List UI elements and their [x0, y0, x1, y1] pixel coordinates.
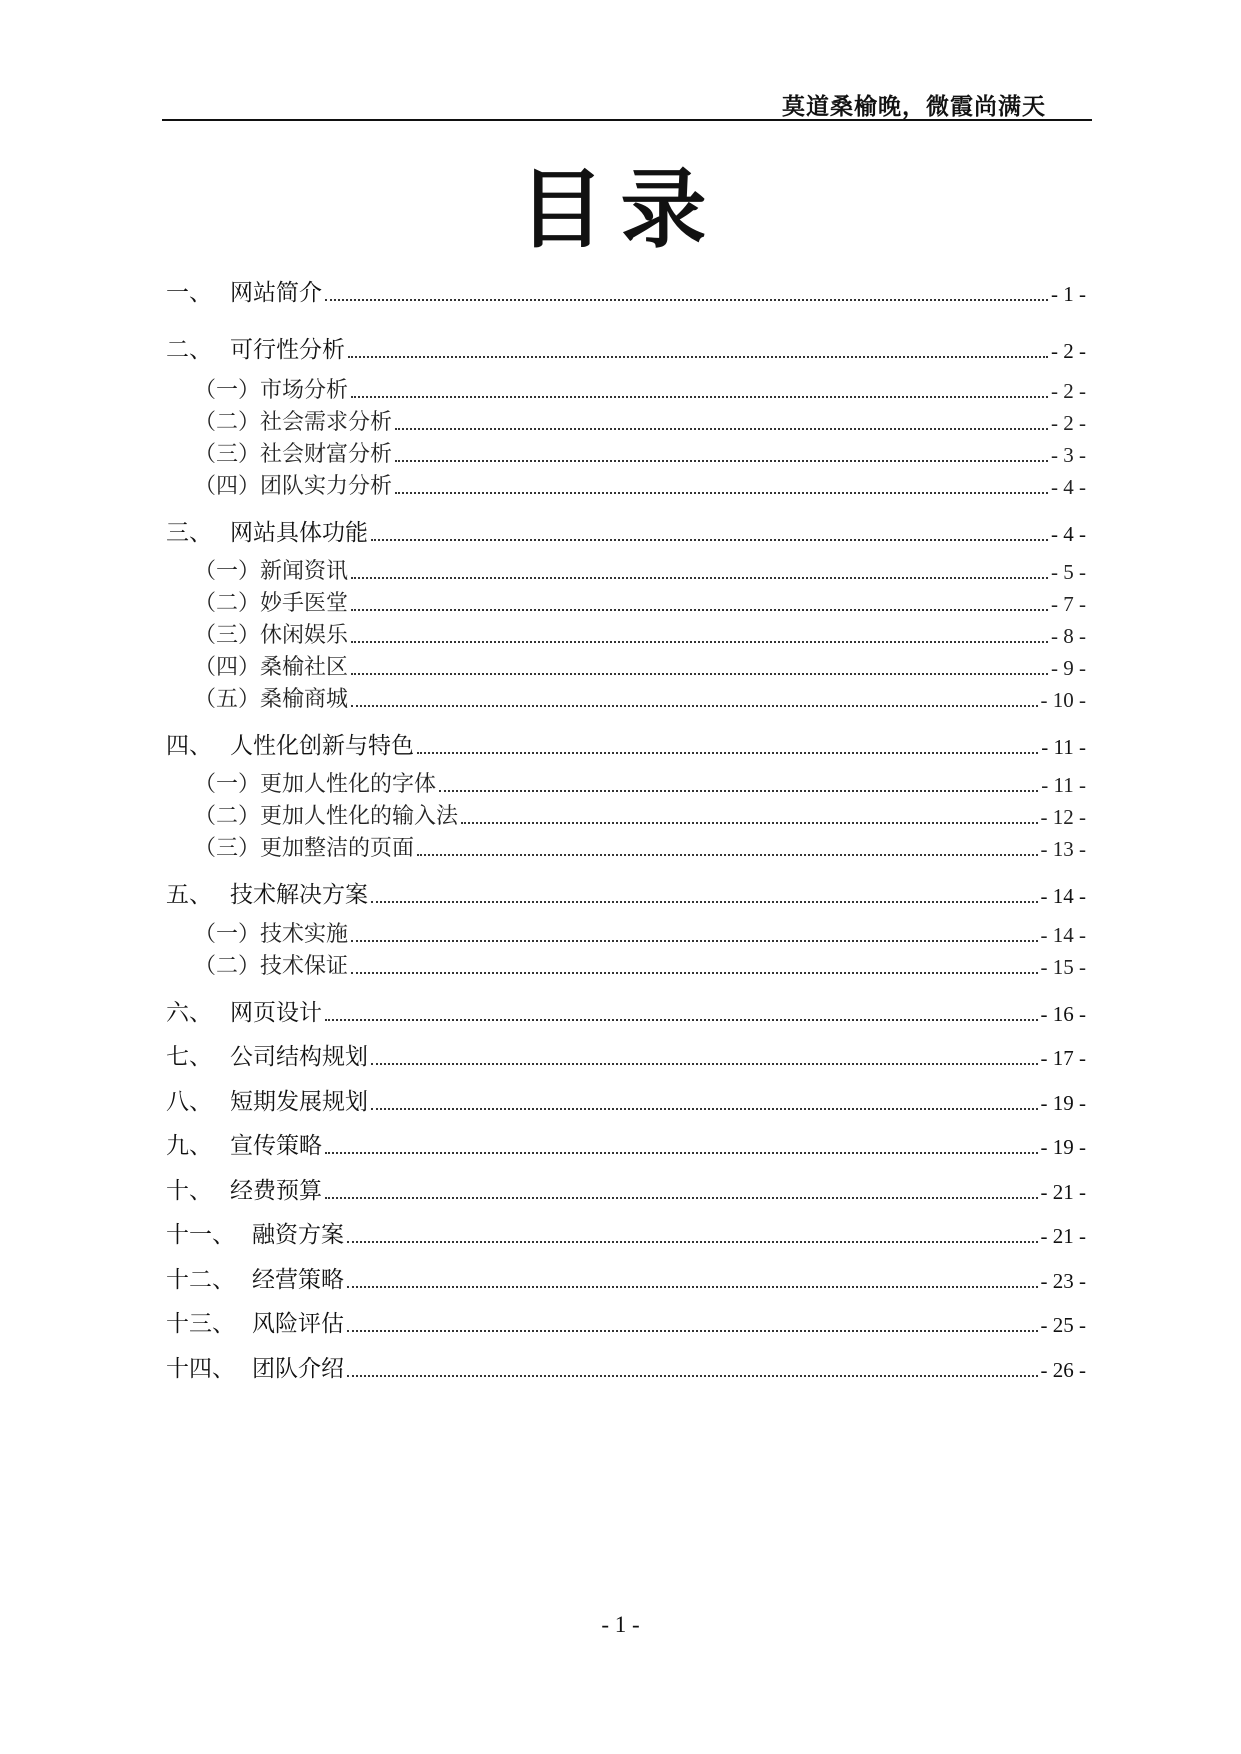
toc-section-entry[interactable] — [166, 412, 1086, 434]
toc-chapter-entry[interactable] — [166, 735, 1086, 758]
dot-leader — [325, 1152, 1038, 1154]
toc-entry-title: 社会财富分析 — [260, 442, 393, 467]
toc-entry-number: （三） — [194, 623, 261, 648]
toc-entry-page: - 26 - — [1040, 1358, 1086, 1382]
toc-entry-title: 技术保证 — [260, 954, 349, 979]
toc-entry-title: 宣传策略 — [230, 1133, 322, 1159]
toc-entry-number: （一） — [194, 922, 261, 947]
dot-leader — [351, 705, 1037, 707]
toc-entry-page: - 12 - — [1040, 805, 1086, 829]
toc-section-entry[interactable] — [166, 838, 1086, 860]
toc-entry-title: 经营策略 — [252, 1267, 344, 1293]
dot-leader — [461, 822, 1037, 824]
dot-leader — [325, 299, 1048, 301]
toc-entry-title: 网站具体功能 — [230, 520, 368, 546]
toc-entry-title: 团队介绍 — [252, 1356, 344, 1382]
toc-entry-page: - 9 - — [1051, 656, 1086, 680]
toc-entry-page: - 11 - — [1041, 773, 1086, 797]
toc-entry-number: 十、 — [166, 1178, 212, 1204]
toc-entry-number: 二、 — [166, 337, 212, 363]
toc-entry-page: - 14 - — [1040, 923, 1086, 947]
toc-entry-title: 人性化创新与特色 — [230, 733, 414, 759]
dot-leader — [371, 539, 1048, 541]
dot-leader — [351, 396, 1048, 398]
toc-section-entry[interactable] — [166, 476, 1086, 498]
dot-leader — [395, 428, 1048, 430]
footer-page-number: - 1 - — [601, 1612, 640, 1637]
dot-leader — [371, 1108, 1038, 1110]
toc-section-entry[interactable] — [166, 380, 1086, 402]
toc-entry-page: - 1 - — [1051, 282, 1086, 306]
toc-entry-title: 桑榆社区 — [260, 655, 349, 680]
dot-leader — [347, 1286, 1038, 1288]
toc-entry-page: - 7 - — [1051, 592, 1086, 616]
dot-leader — [395, 460, 1048, 462]
toc-chapter-entry[interactable] — [166, 1091, 1086, 1114]
toc-entry-page: - 25 - — [1040, 1313, 1086, 1337]
dot-leader — [351, 940, 1037, 942]
toc-entry-number: （四） — [194, 655, 261, 680]
toc-chapter-entry[interactable] — [166, 282, 1086, 305]
toc-entry-number: （二） — [194, 954, 261, 979]
toc-entry-number: 一、 — [166, 280, 212, 306]
toc-entry-page: - 3 - — [1051, 443, 1086, 467]
toc-chapter-entry[interactable] — [166, 1135, 1086, 1158]
dot-leader — [371, 901, 1038, 903]
toc-chapter-entry[interactable] — [166, 1313, 1086, 1336]
toc-entry-number: 十二、 — [166, 1267, 235, 1293]
toc-entry-number: （四） — [194, 474, 261, 499]
toc-entry-title: 技术实施 — [260, 922, 349, 947]
toc-entry-page: - 8 - — [1051, 624, 1086, 648]
toc-section-entry[interactable] — [166, 625, 1086, 647]
toc-entry-title: 短期发展规划 — [230, 1089, 368, 1115]
toc-entry-number: 三、 — [166, 520, 212, 546]
toc-entry-title: 可行性分析 — [230, 337, 345, 363]
dot-leader — [439, 790, 1038, 792]
toc-entry-page: - 21 - — [1040, 1180, 1086, 1204]
toc-entry-page: - 11 - — [1041, 735, 1086, 759]
toc-entry-number: 四、 — [166, 733, 212, 759]
toc-title: 目录 — [518, 159, 723, 260]
toc-entry-number: （二） — [194, 591, 261, 616]
toc-section-entry[interactable] — [166, 593, 1086, 615]
toc-chapter-entry[interactable] — [166, 1358, 1086, 1381]
toc-entry-number: （二） — [194, 410, 261, 435]
toc-entry-title: 更加人性化的输入法 — [260, 804, 459, 829]
toc-entry-title: 技术解决方案 — [230, 882, 368, 908]
dot-leader — [351, 972, 1037, 974]
dot-leader — [348, 356, 1048, 358]
header-rule — [162, 119, 1092, 121]
toc-entry-page: - 2 - — [1051, 411, 1086, 435]
toc-chapter-entry[interactable] — [166, 339, 1086, 362]
toc-entry-page: - 10 - — [1040, 688, 1086, 712]
toc-entry-page: - 4 - — [1051, 522, 1086, 546]
dot-leader — [347, 1375, 1038, 1377]
toc-entry-number: （一） — [194, 378, 261, 403]
toc-section-entry[interactable] — [166, 444, 1086, 466]
toc-entry-number: 九、 — [166, 1133, 212, 1159]
toc-entry-number: 十一、 — [166, 1222, 235, 1248]
toc-entry-title: 更加整洁的页面 — [260, 836, 415, 861]
dot-leader — [351, 609, 1048, 611]
toc-entry-number: （二） — [194, 804, 261, 829]
toc-entry-title: 网站简介 — [230, 280, 322, 306]
toc-entry-page: - 16 - — [1040, 1002, 1086, 1026]
toc-entry-number: 十三、 — [166, 1311, 235, 1337]
toc-entry-number: （三） — [194, 836, 261, 861]
toc-section-entry[interactable] — [166, 806, 1086, 828]
toc-entry-title: 休闲娱乐 — [260, 623, 349, 648]
toc-entry-title: 更加人性化的字体 — [260, 772, 437, 797]
toc-entry-page: - 17 - — [1040, 1046, 1086, 1070]
toc-entry-title: 新闻资讯 — [260, 559, 349, 584]
toc-entry-number: （三） — [194, 442, 261, 467]
toc-entry-page: - 15 - — [1040, 955, 1086, 979]
toc-chapter-entry[interactable] — [166, 884, 1086, 907]
dot-leader — [347, 1241, 1038, 1243]
dot-leader — [417, 854, 1037, 856]
toc-entry-title: 网页设计 — [230, 1000, 322, 1026]
toc-section-entry[interactable] — [166, 956, 1086, 978]
toc-section-entry[interactable] — [166, 924, 1086, 946]
toc-entry-page: - 19 - — [1040, 1091, 1086, 1115]
toc-entry-page: - 2 - — [1051, 379, 1086, 403]
dot-leader — [351, 641, 1048, 643]
toc-entry-title: 团队实力分析 — [260, 474, 393, 499]
dot-leader — [395, 492, 1048, 494]
dot-leader — [325, 1197, 1038, 1199]
toc-entry-number: 十四、 — [166, 1356, 235, 1382]
toc-chapter-entry[interactable] — [166, 1269, 1086, 1292]
toc-entry-page: - 2 - — [1051, 339, 1086, 363]
toc-entry-number: （一） — [194, 559, 261, 584]
toc-entry-number: 六、 — [166, 1000, 212, 1026]
toc-entry-page: - 4 - — [1051, 475, 1086, 499]
toc-entry-title: 市场分析 — [260, 378, 349, 403]
toc-section-entry[interactable] — [166, 689, 1086, 711]
dot-leader — [351, 577, 1048, 579]
toc-entry-title: 风险评估 — [252, 1311, 344, 1337]
toc-entry-number: （五） — [194, 687, 261, 712]
toc-entry-page: - 13 - — [1040, 837, 1086, 861]
toc-entry-title: 妙手医堂 — [260, 591, 349, 616]
toc-entry-number: 七、 — [166, 1044, 212, 1070]
toc-entry-number: 八、 — [166, 1089, 212, 1115]
toc-section-entry[interactable] — [166, 657, 1086, 679]
toc-chapter-entry[interactable] — [166, 1180, 1086, 1203]
toc-entry-title: 社会需求分析 — [260, 410, 393, 435]
dot-leader — [351, 673, 1048, 675]
running-header: 莫道桑榆晚，微霞尚满天 — [782, 93, 1046, 120]
toc-entry-number: （一） — [194, 772, 261, 797]
toc-entry-title: 融资方案 — [252, 1222, 344, 1248]
dot-leader — [347, 1330, 1038, 1332]
toc-entry-page: - 19 - — [1040, 1135, 1086, 1159]
toc-entry-title: 经费预算 — [230, 1178, 322, 1204]
toc-entry-number: 五、 — [166, 882, 212, 908]
toc-chapter-entry[interactable] — [166, 1046, 1086, 1069]
toc-section-entry[interactable] — [166, 561, 1086, 583]
toc-entry-page: - 23 - — [1040, 1269, 1086, 1293]
toc-chapter-entry[interactable] — [166, 1002, 1086, 1025]
toc-entry-page: - 14 - — [1040, 884, 1086, 908]
dot-leader — [371, 1063, 1038, 1065]
toc-entry-page: - 21 - — [1040, 1224, 1086, 1248]
dot-leader — [417, 752, 1038, 754]
toc-entry-page: - 5 - — [1051, 560, 1086, 584]
toc-chapter-entry[interactable] — [166, 1224, 1086, 1247]
toc-entry-title: 公司结构规划 — [230, 1044, 368, 1070]
dot-leader — [325, 1019, 1038, 1021]
toc-section-entry[interactable] — [166, 774, 1086, 796]
toc-chapter-entry[interactable] — [166, 522, 1086, 545]
toc-entry-title: 桑榆商城 — [260, 687, 349, 712]
